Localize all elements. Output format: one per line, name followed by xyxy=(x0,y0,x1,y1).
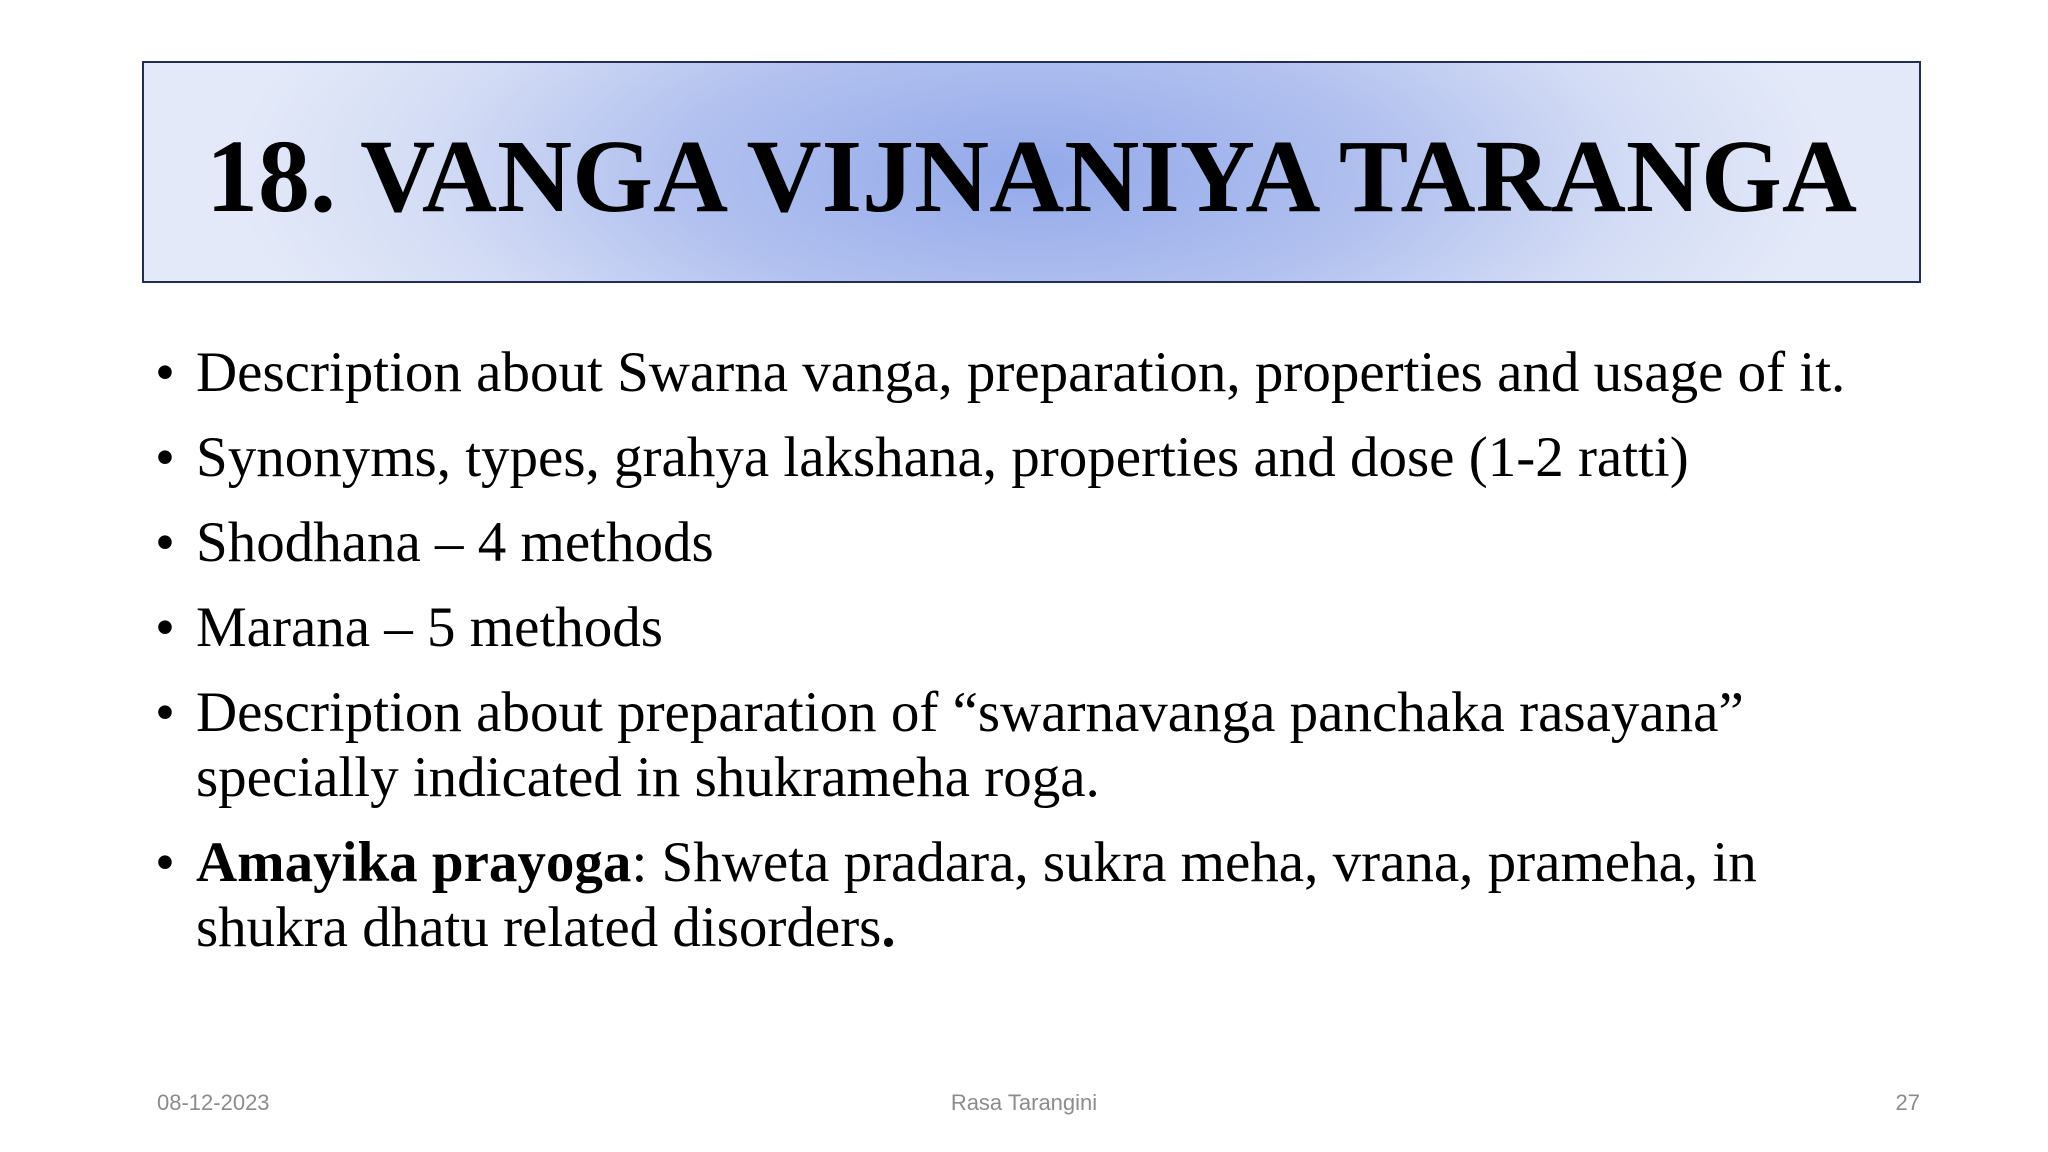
bullet-dot-icon: • xyxy=(155,681,175,744)
slide-number: 27 xyxy=(1895,1090,1920,1115)
bullet-item xyxy=(155,425,1915,490)
footer-title: Rasa Tarangini xyxy=(950,1090,1098,1115)
bullet-dot-icon: • xyxy=(155,511,175,574)
bullet-item xyxy=(155,340,1915,405)
bullet-bold-end: . xyxy=(881,896,896,959)
bullet-bold-lead: Amayika prayoga xyxy=(196,831,632,894)
bullet-item xyxy=(155,680,1915,810)
bullet-text: : Shweta pradara, sukra meha, vrana, prameha, in shukra dhatu related disorders xyxy=(196,831,1757,959)
bullet-text: Marana – 5 methods xyxy=(196,596,663,659)
bullet-dot-icon: • xyxy=(155,831,175,894)
bullet-text: Synonyms, types, grahya lakshana, properties and dose (1-2 ratti) xyxy=(196,426,1689,489)
bullet-dot-icon: • xyxy=(155,596,175,659)
bullet-item xyxy=(155,510,1915,575)
bullet-list xyxy=(155,340,1915,960)
bullet-dot-icon: • xyxy=(155,426,175,489)
bullet-text: Description about Swarna vanga, preparation, properties and usage of it. xyxy=(196,341,1846,404)
bullet-item xyxy=(155,595,1915,660)
bullet-text: Description about preparation of “swarnavanga panchaka rasayana” specially indicated in shukrameha roga. xyxy=(196,681,1744,809)
bullet-item xyxy=(155,830,1915,960)
bullet-dot-icon: • xyxy=(155,341,175,404)
bullet-text: Shodhana – 4 methods xyxy=(196,511,714,574)
slide-title: 18. VANGA VIJNANIYA TARANGA xyxy=(206,118,1857,234)
title-box xyxy=(142,61,1921,283)
footer-date: 08-12-2023 xyxy=(157,1090,270,1115)
